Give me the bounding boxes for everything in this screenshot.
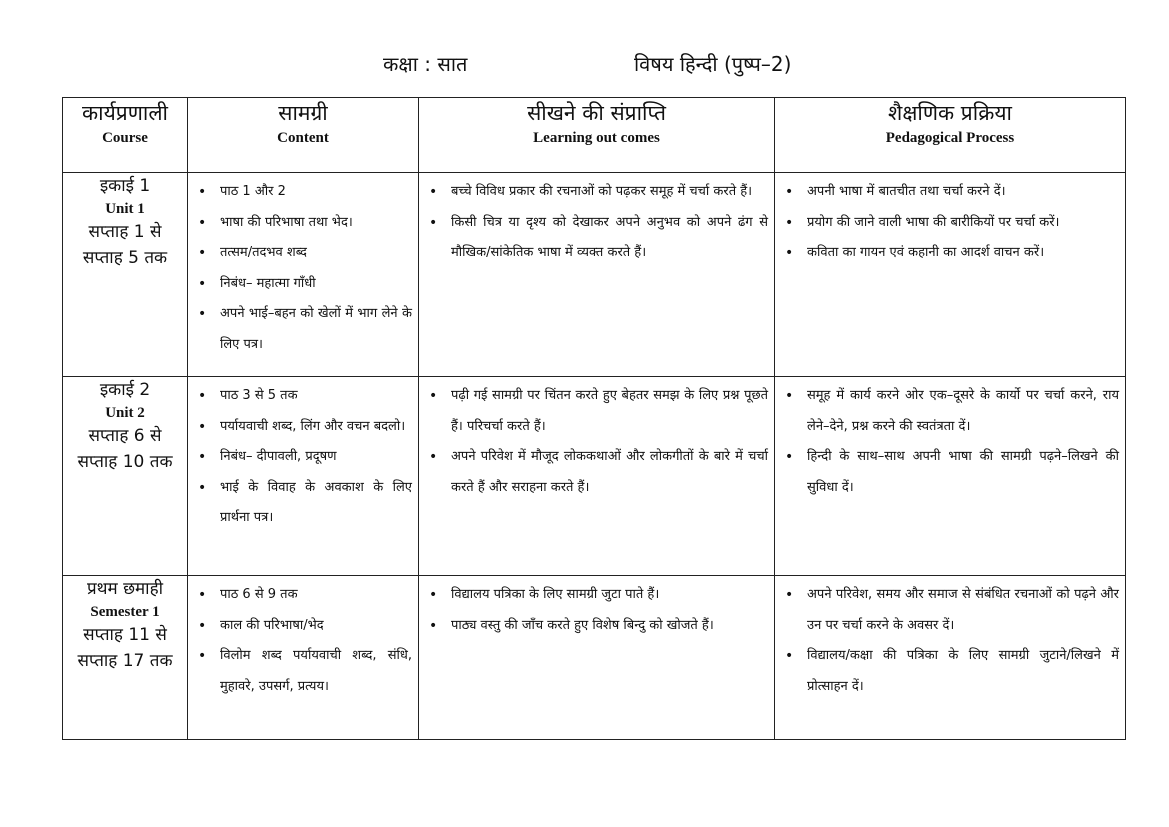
list-item: • भाई के विवाह के अवकाश के लिए प्रार्थना पत्र। [196,473,412,534]
unit-title-en: Unit 1 [105,201,145,217]
header-outcomes-en: Learning out comes [533,130,660,146]
process-cell [775,173,1126,377]
unit-weeks: सप्ताह 1 से सप्ताह 5 तक [82,222,168,268]
header-process-en: Pedagogical Process [885,130,1015,146]
list-item: • विद्यालय/कक्षा की पत्रिका के लिए सामग्री जुटाने/लिखने में प्रोत्साहन दें। [783,641,1119,702]
unit-title-hi: इकाई 1 [99,176,151,196]
unit-cell [63,576,188,740]
unit-cell [63,173,188,377]
list-item: • हिन्दी के साथ–साथ अपनी भाषा की सामग्री पढ़ने–लिखने की सुविधा दें। [783,442,1119,503]
list-item: • पाठ 6 से 9 तक [196,580,412,611]
outcomes-cell [419,576,775,740]
list-item: • पाठ 3 से 5 तक [196,381,412,412]
list-item: • प्रयोग की जाने वाली भाषा की बारीकियों पर चर्चा करें। [783,208,1119,239]
table-row [63,576,1126,740]
list-item: • पर्यायवाची शब्द, लिंग और वचन बदलो। [196,412,412,443]
list-item: • पाठ 1 और 2 [196,177,412,208]
table-row [63,173,1126,377]
header-content [188,98,419,173]
header-content-hi: सामग्री [278,101,328,125]
header-course-en: Course [102,130,148,146]
list-item: • अपने भाई–बहन को खेलों में भाग लेने के लिए पत्र। [196,299,412,360]
unit-title-hi: प्रथम छमाही [86,579,164,599]
header-process [775,98,1126,173]
list-item: • पाठ्य वस्तु की जाँच करते हुए विशेष बिन्दु को खोजते हैं। [427,611,768,642]
header-process-hi: शैक्षणिक प्रक्रिया [888,101,1012,125]
content-cell [188,576,419,740]
unit-cell [63,377,188,576]
process-cell [775,576,1126,740]
list-item: • निबंध– महात्मा गाँधी [196,269,412,300]
process-cell [775,377,1126,576]
unit-title-hi: इकाई 2 [99,380,151,400]
subject-label: विषय हिन्दी (पुष्प–2) [634,52,792,76]
list-item: • बच्चे विविध प्रकार की रचनाओं को पढ़कर समूह में चर्चा करते हैं। [427,177,768,208]
class-label: कक्षा : सात [383,52,468,76]
header-course [63,98,188,173]
list-item: • काल की परिभाषा/भेद [196,611,412,642]
list-item: • भाषा की परिभाषा तथा भेद। [196,208,412,239]
page-title [0,50,1169,80]
content-cell [188,377,419,576]
syllabus-table [62,97,1126,740]
list-item: • पढ़ी गई सामग्री पर चिंतन करते हुए बेहतर समझ के लिए प्रश्न पूछते हैं। परिचर्चा करते हैं। [427,381,768,442]
header-row [63,98,1126,173]
header-course-hi: कार्यप्रणाली [82,101,168,125]
unit-weeks: सप्ताह 11 से सप्ताह 17 तक [77,625,173,671]
list-item: • अपने परिवेश, समय और समाज से संबंधित रचनाओं को पढ़ने और उन पर चर्चा करने के अवसर दें। [783,580,1119,641]
list-item: • अपनी भाषा में बातचीत तथा चर्चा करने दें। [783,177,1119,208]
table-row [63,377,1126,576]
list-item: • तत्सम/तदभव शब्द [196,238,412,269]
list-item: • कविता का गायन एवं कहानी का आदर्श वाचन करें। [783,238,1119,269]
unit-title-en: Unit 2 [105,405,145,421]
list-item: • समूह में कार्य करने ओर एक–दूसरे के कार्यो पर चर्चा करने, राय लेने–देने, प्रश्न करने की स्वतंत्रता दें। [783,381,1119,442]
unit-title-en: Semester 1 [90,604,160,620]
header-outcomes-hi: सीखने की संप्राप्ति [527,101,666,125]
header-content-en: Content [277,130,329,146]
content-cell [188,173,419,377]
header-outcomes [419,98,775,173]
list-item: • अपने परिवेश में मौजूद लोककथाओं और लोकगीतों के बारे में चर्चा करते हैं और सराहना करते हैं। [427,442,768,503]
outcomes-cell [419,377,775,576]
unit-weeks: सप्ताह 6 से सप्ताह 10 तक [77,426,173,472]
list-item: • किसी चित्र या दृश्य को देखाकर अपने अनुभव को अपने ढंग से मौखिक/सांकेतिक भाषा में व्यक्त करते हैं। [427,208,768,269]
list-item: • निबंध– दीपावली, प्रदूषण [196,442,412,473]
list-item: • विद्यालय पत्रिका के लिए सामग्री जुटा पाते हैं। [427,580,768,611]
outcomes-cell [419,173,775,377]
list-item: • विलोम शब्द पर्यायवाची शब्द, संधि, मुहावरे, उपसर्ग, प्रत्यय। [196,641,412,702]
